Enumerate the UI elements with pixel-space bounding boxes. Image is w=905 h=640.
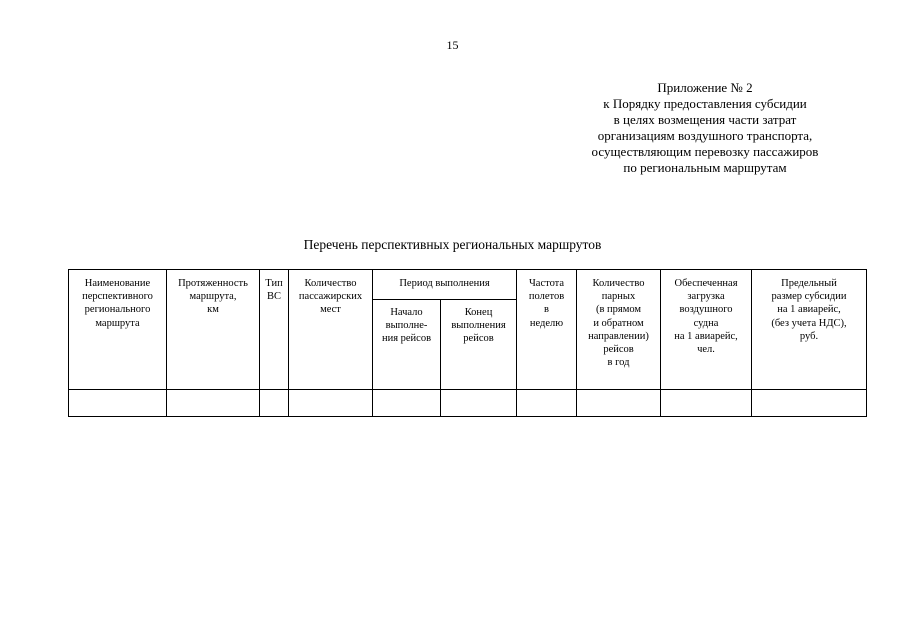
appendix-block: [560, 80, 850, 176]
header-aircraft-type: Тип ВС: [260, 270, 289, 390]
table-cell: [577, 390, 661, 417]
header-period-start: Начало выполне- ния рейсов: [373, 300, 441, 390]
header-frequency: Частота полетов в неделю: [517, 270, 577, 390]
table-row: [69, 390, 867, 417]
header-period: Период выполнения: [373, 270, 517, 300]
header-seats: Количество пассажирских мест: [289, 270, 373, 390]
table-cell: [69, 390, 167, 417]
appendix-line: в целях возмещения части затрат: [613, 112, 797, 127]
header-subsidy: Предельный размер субсидии на 1 авиарейс, (без учета НДС), руб.: [752, 270, 867, 390]
header-period-end: Конец выполнения рейсов: [441, 300, 517, 390]
table-cell: [661, 390, 752, 417]
appendix-line: Приложение № 2: [657, 80, 753, 95]
appendix-line: организациям воздушного транспорта,: [597, 128, 813, 143]
table-cell: [373, 390, 441, 417]
table-cell: [289, 390, 373, 417]
header-load: Обеспеченная загрузка воздушного судна на 1 авиарейс, чел.: [661, 270, 752, 390]
header-pair-flights: Количество парных (в прямом и обратном направлении) рейсов в год: [577, 270, 661, 390]
appendix-line: по региональным маршрутам: [623, 160, 787, 175]
document-title: Перечень перспективных региональных маршрутов: [303, 237, 602, 252]
appendix-line: осуществляющим перевозку пассажиров: [591, 144, 819, 159]
header-route-length: Протяженность маршрута, км: [167, 270, 260, 390]
table-cell: [517, 390, 577, 417]
table-cell: [167, 390, 260, 417]
table-cell: [752, 390, 867, 417]
table-cell: [441, 390, 517, 417]
routes-table: [68, 269, 867, 417]
page-number: 15: [446, 38, 459, 52]
header-route-name: Наименование перспективного регионального маршрута: [69, 270, 167, 390]
appendix-line: к Порядку предоставления субсидии: [603, 96, 807, 111]
table-cell: [260, 390, 289, 417]
